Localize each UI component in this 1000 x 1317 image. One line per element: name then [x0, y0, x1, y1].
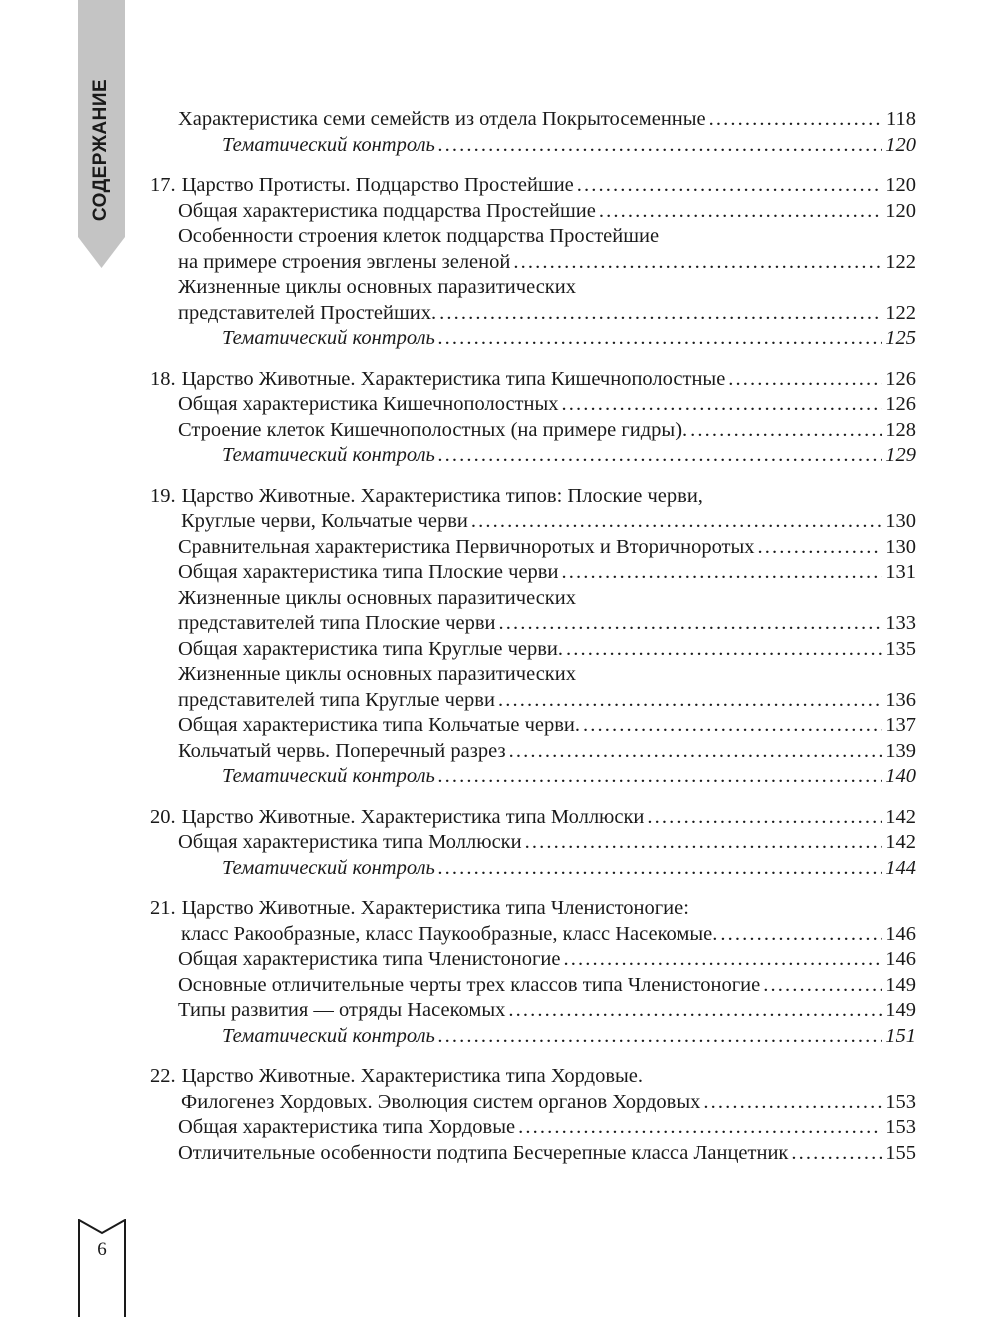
toc-entry[interactable] [150, 485, 916, 511]
toc-entry[interactable] [150, 999, 916, 1025]
toc-entry-title: класс Ракообразные, класс Паукообразные, класс Насекомые. [181, 922, 718, 945]
toc-entry-title: Отличительные особенности подтипа Бесчерепные класса Ланцетник [178, 1141, 789, 1164]
toc-leader-dots [518, 1116, 882, 1139]
toc-entry[interactable] [150, 174, 916, 200]
toc-entry-page: 129 [885, 444, 916, 466]
toc-leader-dots [728, 368, 882, 391]
toc-entry-title: Царство Животные. Характеристика типа Моллюски [181, 805, 645, 828]
toc-entry-title: Царство Животные. Характеристика типа Кишечнополостные [181, 367, 726, 390]
toc-leader-dots [562, 393, 883, 416]
toc-leader-dots [508, 999, 882, 1022]
toc-entry[interactable] [150, 1091, 916, 1117]
toc-entry-title: Филогенез Хордовых. Эволюция систем органов Хордовых [181, 1090, 701, 1113]
toc-entry-page: 122 [885, 250, 916, 273]
toc-entry[interactable] [150, 200, 916, 226]
toc-entry-title: Особенности строения клеток подцарства Простейшие [178, 225, 660, 247]
toc-section [150, 897, 916, 1050]
toc-entry-number: 21. [150, 897, 176, 919]
toc-section [150, 368, 916, 470]
toc-entry-page: 122 [885, 301, 916, 324]
toc-entry-page: 118 [886, 108, 916, 130]
toc-leader-dots [758, 536, 883, 559]
toc-leader-dots [438, 857, 882, 880]
toc-section [150, 806, 916, 883]
toc-entry[interactable] [150, 393, 916, 419]
toc-entry-title: Царство Животные. Характеристика типов: Плоские черви, [181, 484, 703, 507]
toc-leader-dots [647, 806, 882, 829]
toc-leader-dots [509, 740, 883, 763]
side-tab-label-wrap [78, 0, 125, 240]
toc-leader-dots [525, 831, 883, 854]
toc-entry-page: 155 [885, 1141, 916, 1164]
toc-entry-page: 146 [885, 922, 916, 945]
toc-entry-page: 149 [885, 999, 916, 1021]
toc-entry-title: Тематический контроль [222, 444, 435, 466]
toc-entry[interactable] [150, 663, 916, 689]
toc-entry-title: Жизненные циклы основных паразитических [178, 586, 576, 609]
toc-leader-dots [439, 302, 882, 325]
side-tab-label: СОДЕРЖАНИЕ [90, 78, 112, 222]
toc-section [150, 174, 916, 353]
toc-entry-page: 120 [885, 199, 916, 222]
toc-entry[interactable] [150, 276, 916, 302]
toc-entry[interactable] [150, 587, 916, 613]
toc-entry-title: Жизненные циклы основных паразитических [178, 276, 576, 298]
toc-entry[interactable] [150, 368, 916, 394]
toc-leader-dots [703, 1091, 882, 1114]
toc-entry-page: 120 [885, 133, 916, 156]
toc-leader-dots [583, 714, 882, 737]
toc-entry-title: Общая характеристика типа Хордовые [178, 1116, 516, 1138]
toc-entry-title: Характеристика семи семейств из отдела Покрытосеменные [178, 108, 706, 130]
table-of-contents [150, 108, 916, 1182]
toc-entry-page: 144 [885, 856, 916, 879]
toc-entry[interactable] [150, 689, 916, 715]
toc-entry-title: Общая характеристика типа Моллюски [178, 831, 522, 853]
toc-entry-page: 131 [885, 561, 916, 583]
toc-entry[interactable] [150, 1142, 916, 1168]
toc-entry-title: Общая характеристика типа Членистоногие [178, 948, 561, 970]
toc-entry-page: 153 [885, 1090, 916, 1113]
toc-leader-dots [577, 174, 882, 197]
toc-entry-title: Царство Животные. Характеристика типа Хордовые. [181, 1065, 644, 1087]
toc-entry-page: 120 [885, 174, 916, 196]
toc-leader-dots [561, 561, 882, 584]
page-number: 6 [97, 1239, 107, 1260]
toc-leader-dots [438, 444, 882, 467]
toc-entry-title: Типы развития — отряды Насекомых [178, 999, 506, 1021]
toc-leader-dots [438, 765, 882, 788]
toc-entry[interactable] [150, 806, 916, 832]
toc-entry[interactable] [150, 327, 916, 353]
toc-entry-number: 20. [150, 805, 176, 828]
toc-entry[interactable] [150, 740, 916, 766]
toc-entry-title: Кольчатый червь. Поперечный разрез [178, 739, 506, 762]
toc-entry-title: представителей типа Круглые черви [178, 688, 495, 711]
toc-entry[interactable] [150, 1116, 916, 1142]
toc-entry-title: Общая характеристика типа Плоские черви [178, 561, 559, 583]
toc-entry[interactable] [150, 225, 916, 251]
toc-entry-title: Общая характеристика типа Кольчатые черви. [178, 714, 581, 736]
toc-entry[interactable] [150, 536, 916, 562]
toc-entry-page: 137 [885, 714, 916, 736]
toc-leader-dots [438, 134, 882, 157]
toc-entry-title: Тематический контроль [222, 133, 435, 156]
toc-entry[interactable] [150, 251, 916, 277]
toc-entry-page: 133 [885, 612, 916, 634]
toc-entry[interactable] [150, 510, 916, 536]
toc-leader-dots [438, 1025, 882, 1048]
toc-entry[interactable] [150, 857, 916, 883]
toc-entry-title: Общая характеристика типа Круглые черви. [178, 637, 564, 660]
toc-entry-title: Царство Животные. Характеристика типа Членистоногие: [181, 897, 689, 919]
toc-entry[interactable] [150, 638, 916, 664]
toc-entry[interactable] [150, 612, 916, 638]
toc-entry[interactable] [150, 419, 916, 445]
toc-entry-title: Основные отличительные черты трех классов типа Членистоногие [178, 973, 761, 996]
toc-leader-dots [563, 948, 882, 971]
toc-entry-page: 130 [885, 510, 916, 532]
toc-entry[interactable] [150, 974, 916, 1000]
toc-entry-title: представителей Простейших. [178, 301, 437, 324]
page-number-bookmark [78, 1219, 126, 1317]
toc-entry[interactable] [150, 923, 916, 949]
toc-entry-title: Жизненные циклы основных паразитических [178, 663, 576, 685]
toc-entry-title: Тематический контроль [222, 856, 435, 879]
toc-entry-page: 135 [885, 637, 916, 660]
toc-entry-title: на примере строения эвглены зеленой [178, 250, 511, 273]
toc-section [150, 485, 916, 791]
toc-leader-dots [709, 108, 883, 131]
toc-entry-number: 22. [150, 1065, 176, 1087]
toc-entry-number: 18. [150, 367, 176, 390]
toc-entry-number: 17. [150, 174, 176, 196]
toc-leader-dots [791, 1142, 882, 1165]
toc-entry[interactable] [150, 302, 916, 328]
toc-entry-page: 142 [885, 805, 916, 828]
toc-leader-dots [498, 689, 882, 712]
toc-entry[interactable] [150, 948, 916, 974]
toc-section [150, 108, 916, 159]
toc-entry[interactable] [150, 1025, 916, 1051]
toc-entry-page: 128 [885, 418, 916, 441]
toc-entry-page: 139 [885, 739, 916, 762]
toc-entry-title: Общая характеристика подцарства Простейшие [178, 199, 596, 222]
toc-entry[interactable] [150, 444, 916, 470]
toc-leader-dots [499, 612, 883, 635]
toc-entry-title: Сравнительная характеристика Первичноротых и Вторичноротых [178, 535, 755, 558]
toc-entry-page: 125 [885, 327, 916, 349]
toc-entry[interactable] [150, 108, 916, 134]
toc-entry[interactable] [150, 134, 916, 160]
toc-leader-dots [471, 510, 882, 533]
toc-entry-title: Общая характеристика Кишечнополостных [178, 393, 559, 415]
toc-entry-page: 126 [885, 393, 916, 415]
toc-leader-dots [438, 327, 882, 350]
toc-leader-dots [690, 419, 882, 442]
toc-entry-title: Тематический контроль [222, 327, 435, 349]
toc-leader-dots [599, 200, 882, 223]
toc-entry[interactable] [150, 765, 916, 791]
toc-entry[interactable] [150, 1065, 916, 1091]
toc-leader-dots [763, 974, 882, 997]
toc-leader-dots [513, 251, 882, 274]
toc-entry-page: 149 [885, 973, 916, 996]
toc-entry-page: 151 [885, 1024, 916, 1047]
toc-entry-page: 142 [885, 831, 916, 853]
toc-entry-page: 140 [885, 765, 916, 787]
toc-section [150, 1065, 916, 1167]
toc-leader-dots [566, 638, 882, 661]
toc-entry-page: 146 [885, 948, 916, 970]
toc-entry[interactable] [150, 831, 916, 857]
toc-entry[interactable] [150, 897, 916, 923]
toc-entry-page: 130 [885, 535, 916, 558]
toc-leader-dots [720, 923, 882, 946]
toc-entry-title: Тематический контроль [222, 1024, 435, 1047]
toc-entry-page: 126 [885, 367, 916, 390]
toc-entry-number: 19. [150, 484, 176, 507]
toc-entry-page: 136 [885, 688, 916, 711]
toc-entry-page: 153 [885, 1116, 916, 1138]
toc-entry-title: Круглые черви, Кольчатые черви [181, 510, 468, 532]
toc-entry[interactable] [150, 561, 916, 587]
toc-entry-title: Строение клеток Кишечнополостных (на примере гидры). [178, 418, 688, 441]
toc-entry-title: представителей типа Плоские черви [178, 612, 496, 634]
toc-entry-title: Царство Протисты. Подцарство Простейшие [181, 174, 574, 196]
toc-entry-title: Тематический контроль [222, 765, 435, 787]
toc-entry[interactable] [150, 714, 916, 740]
